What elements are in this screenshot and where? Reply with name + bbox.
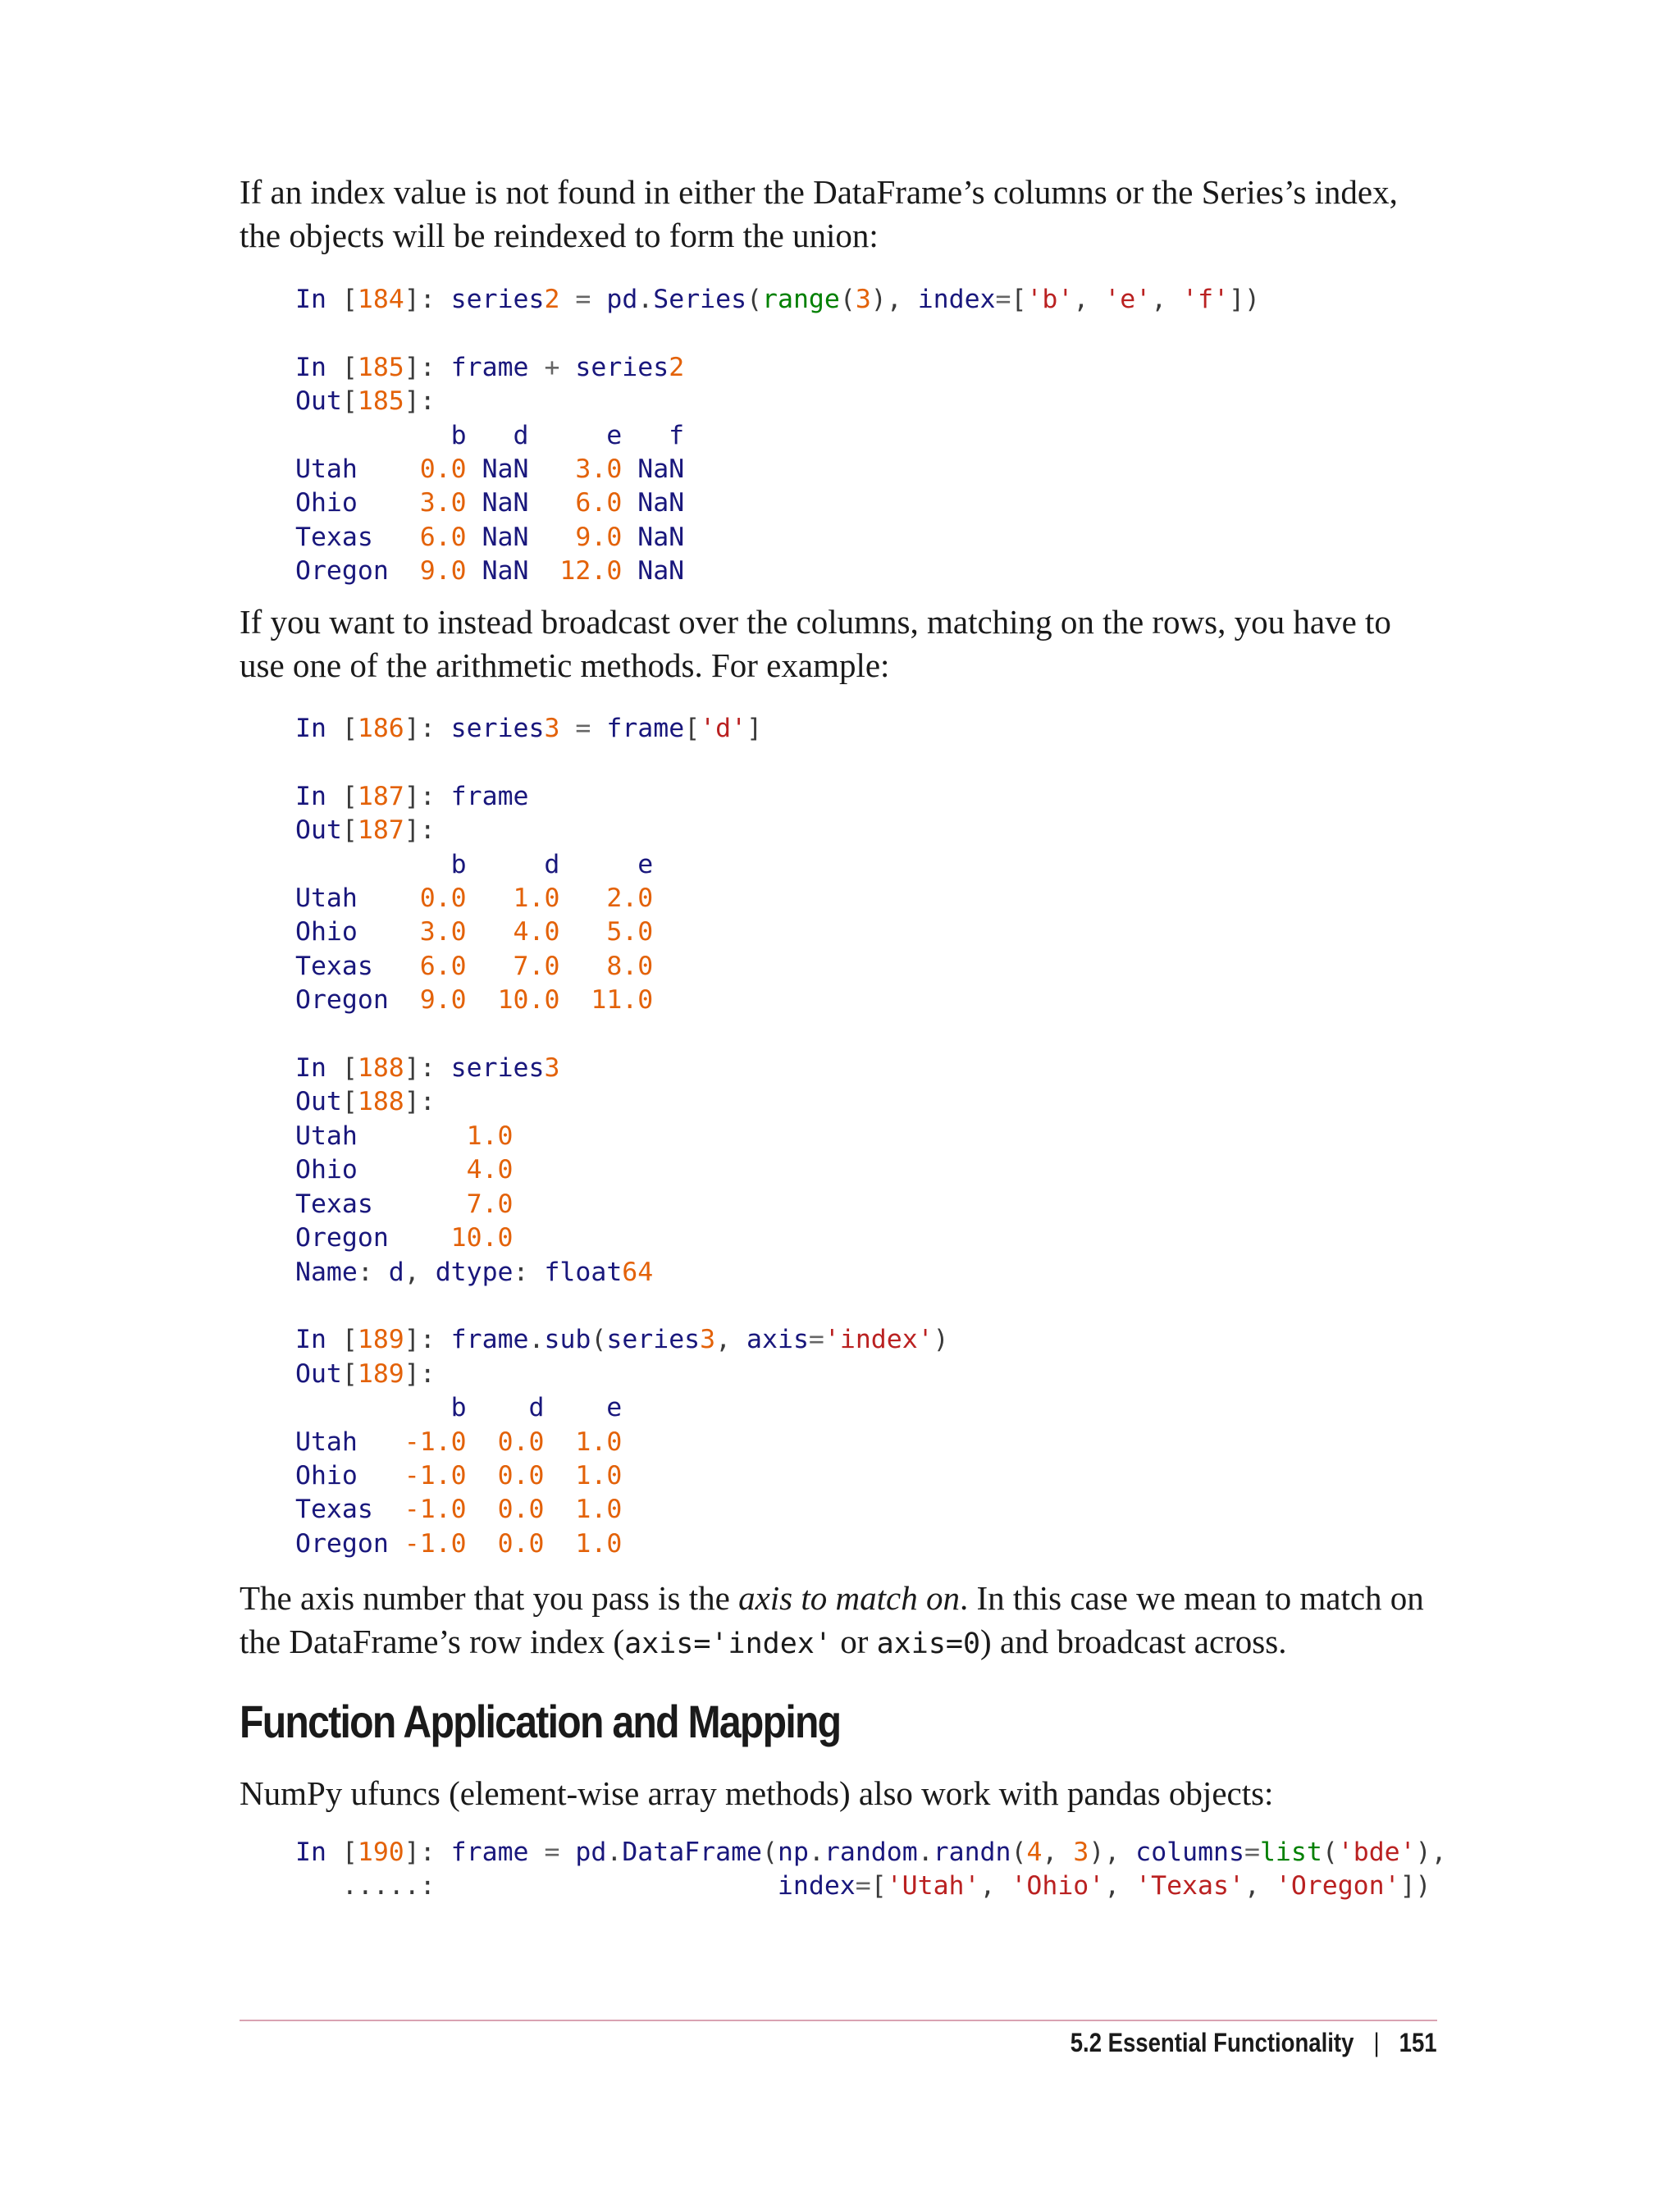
paragraph-axis-number [240,1577,1437,1666]
footer-section-title: 5.2 Essential Functionality [1071,2028,1354,2057]
paragraph-broadcast-columns: If you want to instead broadcast over the columns, matching on the rows, you have to use one of the arithmetic methods. For example: [240,603,1391,684]
axis-emphasis: axis to match on [738,1579,960,1617]
axis-text-1: The axis number that you pass is the [240,1579,739,1617]
inline-code-axis-index: axis='index' [624,1628,832,1660]
page-footer [1071,2028,1437,2058]
axis-text-3: or [831,1623,877,1660]
axis-text-2: . In this case we mean to match on the DataFrame’s row index ( [240,1579,1424,1660]
code-block-random-frame: In [190]: frame = pd.DataFrame(np.random.randn(4, 3), columns=list('bde'), .....: index=['Utah', 'Ohio', 'Texas', 'Oregon']) [295,1838,1447,1901]
footer-separator: | [1373,2028,1381,2057]
footer-divider [240,2020,1437,2021]
axis-text-4: ) and broadcast across. [980,1623,1287,1660]
paragraph-numpy-ufuncs: NumPy ufuncs (element-wise array methods) also work with pandas objects: [240,1774,1274,1812]
paragraph-reindex-union: If an index value is not found in either the DataFrame’s columns or the Series’s index, the objects will be reindexed to form the union: [240,173,1398,254]
page-number: 151 [1399,2028,1437,2057]
inline-code-axis-0: axis=0 [876,1628,981,1660]
section-heading: Function Application and Mapping [240,1696,841,1747]
code-block-frame-sub: In [186]: series3 = frame['d'] In [187]: frame Out[187]: b d e Utah 0.0 1.0 2.0 Ohio 3.0 4.0 5.0 Texas 6.0 7.0 8.0 Oregon 9.0 10.0 11.0 In [188]: series3 Out[188]: Utah 1.0 Ohio 4.0 Texas 7.0 Oregon 10.0 Name: d, dtype: float64 In [189]: frame.sub(series3, axis='index') Out[189]: b d e Utah -1.0 0.0 1.0 Ohio -1.0 0.0 1.0 Texas -1.0 0.0 1.0 Oregon -1.0 0.0 1.0 [295,714,949,1559]
code-block-series2-add: In [184]: series2 = pd.Series(range(3), index=['b', 'e', 'f']) In [185]: frame + series2 Out[185]: b d e f Utah 0.0 NaN 3.0 NaN Ohio 3.0 NaN 6.0 NaN Texas 6.0 NaN 9.0 NaN Oregon 9.0 NaN 12.0 NaN [295,285,1260,587]
